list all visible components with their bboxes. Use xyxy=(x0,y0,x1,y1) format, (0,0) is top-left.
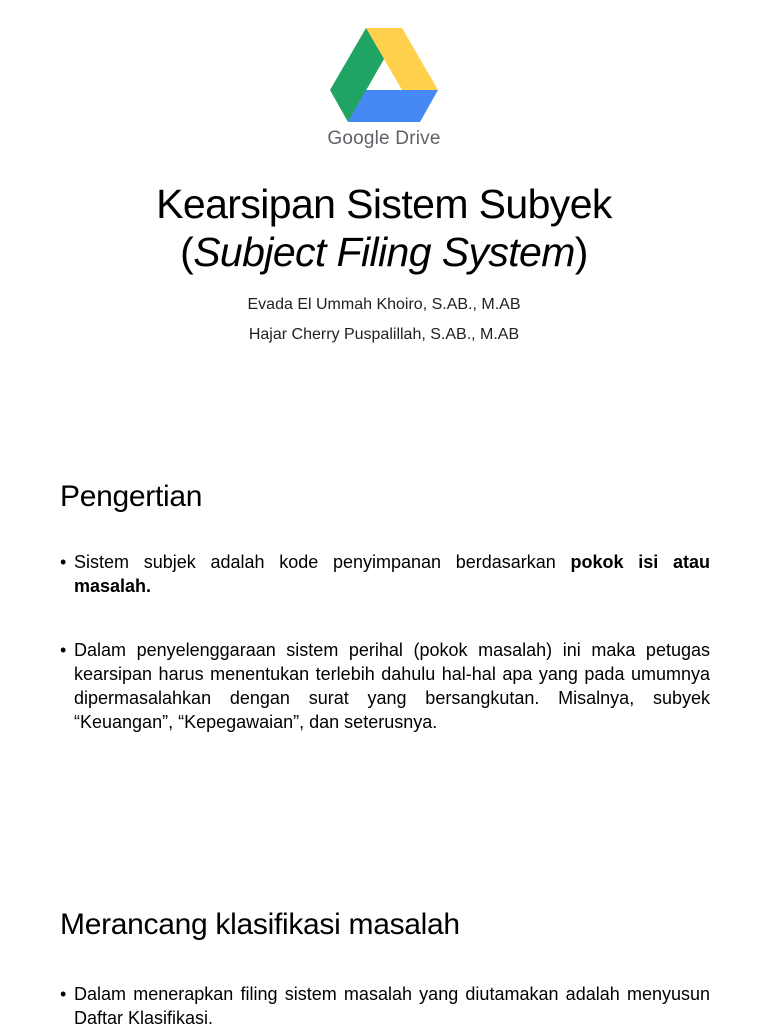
title-line-1: Kearsipan Sistem Subyek xyxy=(156,181,612,227)
author-2: Hajar Cherry Puspalillah, S.AB., M.AB xyxy=(248,326,520,343)
paren-close: ) xyxy=(574,229,588,275)
content-slide xyxy=(0,440,768,1028)
bullet-item-2: • Dalam penyelenggaraan sistem perihal (pokok masalah) ini maka petugas kearsipan harus menentukan terlebih dahulu hal-hal apa yang pada umumnya dipermasalahkan dengan surat yang bersangkutan. Misalnya, subyek “Keuangan”, “Kepegawaian”, dan seterusnya. xyxy=(60,638,710,734)
bullet-list-3 xyxy=(60,982,710,1030)
title-slide xyxy=(0,0,768,400)
slide-title xyxy=(0,180,768,276)
author-1: Evada El Ummah Khoiro, S.AB., M.AB xyxy=(247,296,521,313)
google-drive-icon xyxy=(330,28,438,122)
paren-open: ( xyxy=(180,229,194,275)
bullet-1-text: Sistem subjek adalah kode penyimpanan berdasarkan xyxy=(74,552,571,572)
title-italic: Subject Filing System xyxy=(193,229,575,275)
bullet-item-3: • Dalam menerapkan filing sistem masalah yang diutamakan adalah menyusun Daftar Klasifikasi. xyxy=(60,982,710,1030)
heading-pengertian: Pengertian xyxy=(60,480,203,513)
authors xyxy=(0,290,768,350)
bullet-list-1 xyxy=(60,550,710,598)
bullet-item-1 xyxy=(60,550,710,598)
bullet-1-bold: pokok isi atau masalah. xyxy=(74,552,710,596)
logo xyxy=(0,28,768,150)
bullet-list-2 xyxy=(60,638,710,734)
title-line-2 xyxy=(0,228,768,276)
heading-klasifikasi: Merancang klasifikasi masalah xyxy=(60,908,460,941)
logo-text: Google Drive xyxy=(327,128,441,149)
